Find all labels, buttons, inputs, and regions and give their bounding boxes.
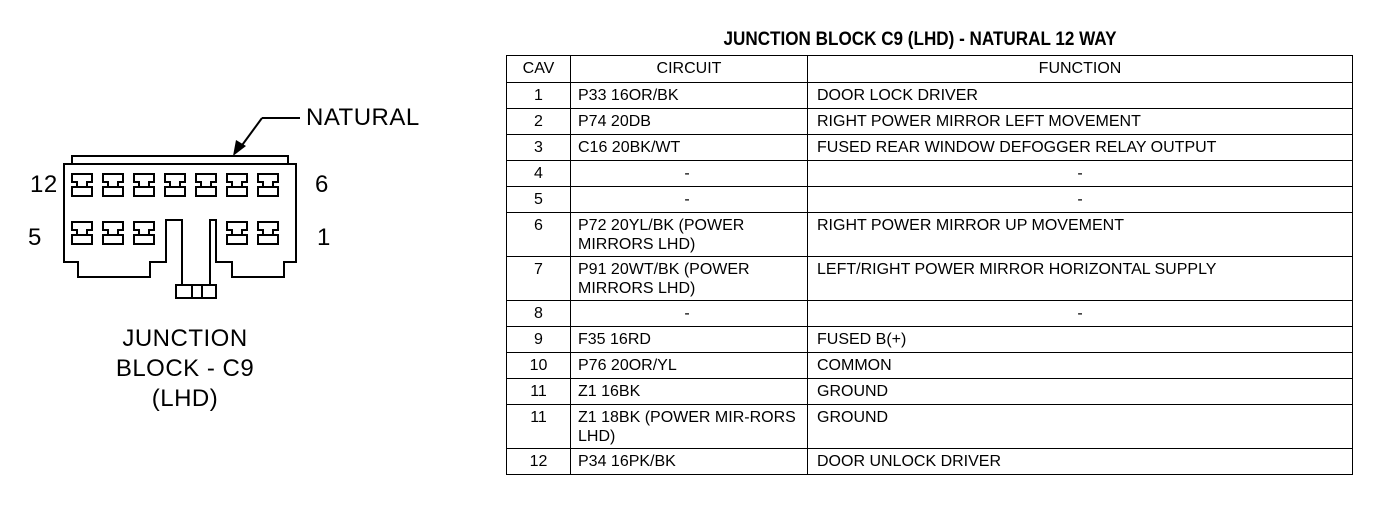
header-cav: CAV bbox=[507, 56, 571, 83]
cell-cav: 6 bbox=[507, 213, 571, 257]
caption-line: (LHD) bbox=[151, 385, 219, 412]
pin-label-12: 12 bbox=[30, 171, 58, 198]
table-row bbox=[507, 161, 1353, 187]
cell-function: GROUND bbox=[808, 405, 1353, 449]
cell-function: DOOR LOCK DRIVER bbox=[808, 83, 1353, 109]
cell-function: GROUND bbox=[808, 379, 1353, 405]
cell-function: RIGHT POWER MIRROR UP MOVEMENT bbox=[808, 213, 1353, 257]
cell-circuit: C16 20BK/WT bbox=[571, 135, 808, 161]
header-circuit: CIRCUIT bbox=[571, 56, 808, 83]
cell-function: RIGHT POWER MIRROR LEFT MOVEMENT bbox=[808, 109, 1353, 135]
terminal-cavity bbox=[72, 222, 92, 244]
cell-cav: 8 bbox=[507, 301, 571, 327]
terminal-cavity bbox=[103, 174, 123, 196]
table-row bbox=[507, 83, 1353, 109]
terminal-cavity bbox=[165, 174, 185, 196]
cell-cav: 10 bbox=[507, 353, 571, 379]
cell-cav: 12 bbox=[507, 449, 571, 475]
natural-pointer-arrow bbox=[233, 118, 300, 156]
cell-function: FUSED REAR WINDOW DEFOGGER RELAY OUTPUT bbox=[808, 135, 1353, 161]
cell-cav: 4 bbox=[507, 161, 571, 187]
connector-caption bbox=[60, 324, 310, 414]
cell-circuit: P91 20WT/BK (POWER MIRRORS LHD) bbox=[571, 257, 808, 301]
terminal-cavity bbox=[227, 174, 247, 196]
pin-table bbox=[506, 55, 1353, 475]
cell-function: DOOR UNLOCK DRIVER bbox=[808, 449, 1353, 475]
connector-color-label: NATURAL bbox=[306, 104, 420, 131]
cell-function: COMMON bbox=[808, 353, 1353, 379]
terminal-cavity bbox=[227, 222, 247, 244]
cell-circuit: P72 20YL/BK (POWER MIRRORS LHD) bbox=[571, 213, 808, 257]
cell-circuit: P76 20OR/YL bbox=[571, 353, 808, 379]
cell-cav: 1 bbox=[507, 83, 571, 109]
cell-cav: 11 bbox=[507, 405, 571, 449]
caption-line: BLOCK - C9 bbox=[115, 355, 255, 382]
terminal-cavity bbox=[72, 174, 92, 196]
cell-function: - bbox=[808, 187, 1353, 213]
cell-cav: 7 bbox=[507, 257, 571, 301]
cell-circuit: - bbox=[571, 187, 808, 213]
table-row bbox=[507, 135, 1353, 161]
terminal-cavity bbox=[258, 222, 278, 244]
cell-cav: 3 bbox=[507, 135, 571, 161]
cell-function: - bbox=[808, 301, 1353, 327]
cell-cav: 9 bbox=[507, 327, 571, 353]
terminal-cavity bbox=[196, 174, 216, 196]
cell-circuit: P34 16PK/BK bbox=[571, 449, 808, 475]
table-row bbox=[507, 187, 1353, 213]
cell-circuit: F35 16RD bbox=[571, 327, 808, 353]
caption-line: JUNCTION bbox=[122, 325, 248, 352]
cell-function: LEFT/RIGHT POWER MIRROR HORIZONTAL SUPPLY bbox=[808, 257, 1353, 301]
table-header-row bbox=[507, 56, 1353, 83]
header-function: FUNCTION bbox=[808, 56, 1353, 83]
terminal-cavities bbox=[72, 174, 278, 244]
terminal-cavity bbox=[134, 222, 154, 244]
pin-label-1: 1 bbox=[317, 224, 331, 251]
pin-label-6: 6 bbox=[315, 171, 329, 198]
table-row bbox=[507, 327, 1353, 353]
table-row bbox=[507, 213, 1353, 257]
table-row bbox=[507, 379, 1353, 405]
cell-circuit: - bbox=[571, 301, 808, 327]
table-row bbox=[507, 353, 1353, 379]
table-row bbox=[507, 301, 1353, 327]
cell-circuit: - bbox=[571, 161, 808, 187]
cell-cav: 5 bbox=[507, 187, 571, 213]
cell-circuit: Z1 16BK bbox=[571, 379, 808, 405]
terminal-cavity bbox=[134, 174, 154, 196]
terminal-cavity bbox=[103, 222, 123, 244]
terminal-cavity bbox=[258, 174, 278, 196]
cell-circuit: P74 20DB bbox=[571, 109, 808, 135]
cell-cav: 2 bbox=[507, 109, 571, 135]
table-title: JUNCTION BLOCK C9 (LHD) - NATURAL 12 WAY bbox=[723, 29, 1117, 50]
table-row bbox=[507, 257, 1353, 301]
pin-label-5: 5 bbox=[28, 224, 42, 251]
cell-cav: 11 bbox=[507, 379, 571, 405]
table-row bbox=[507, 405, 1353, 449]
connector-top-lip bbox=[72, 156, 288, 164]
connector-diagram bbox=[0, 0, 500, 524]
table-row bbox=[507, 449, 1353, 475]
cell-function: FUSED B(+) bbox=[808, 327, 1353, 353]
cell-function: - bbox=[808, 161, 1353, 187]
cell-circuit: Z1 18BK (POWER MIR-RORS LHD) bbox=[571, 405, 808, 449]
table-row bbox=[507, 109, 1353, 135]
cell-circuit: P33 16OR/BK bbox=[571, 83, 808, 109]
